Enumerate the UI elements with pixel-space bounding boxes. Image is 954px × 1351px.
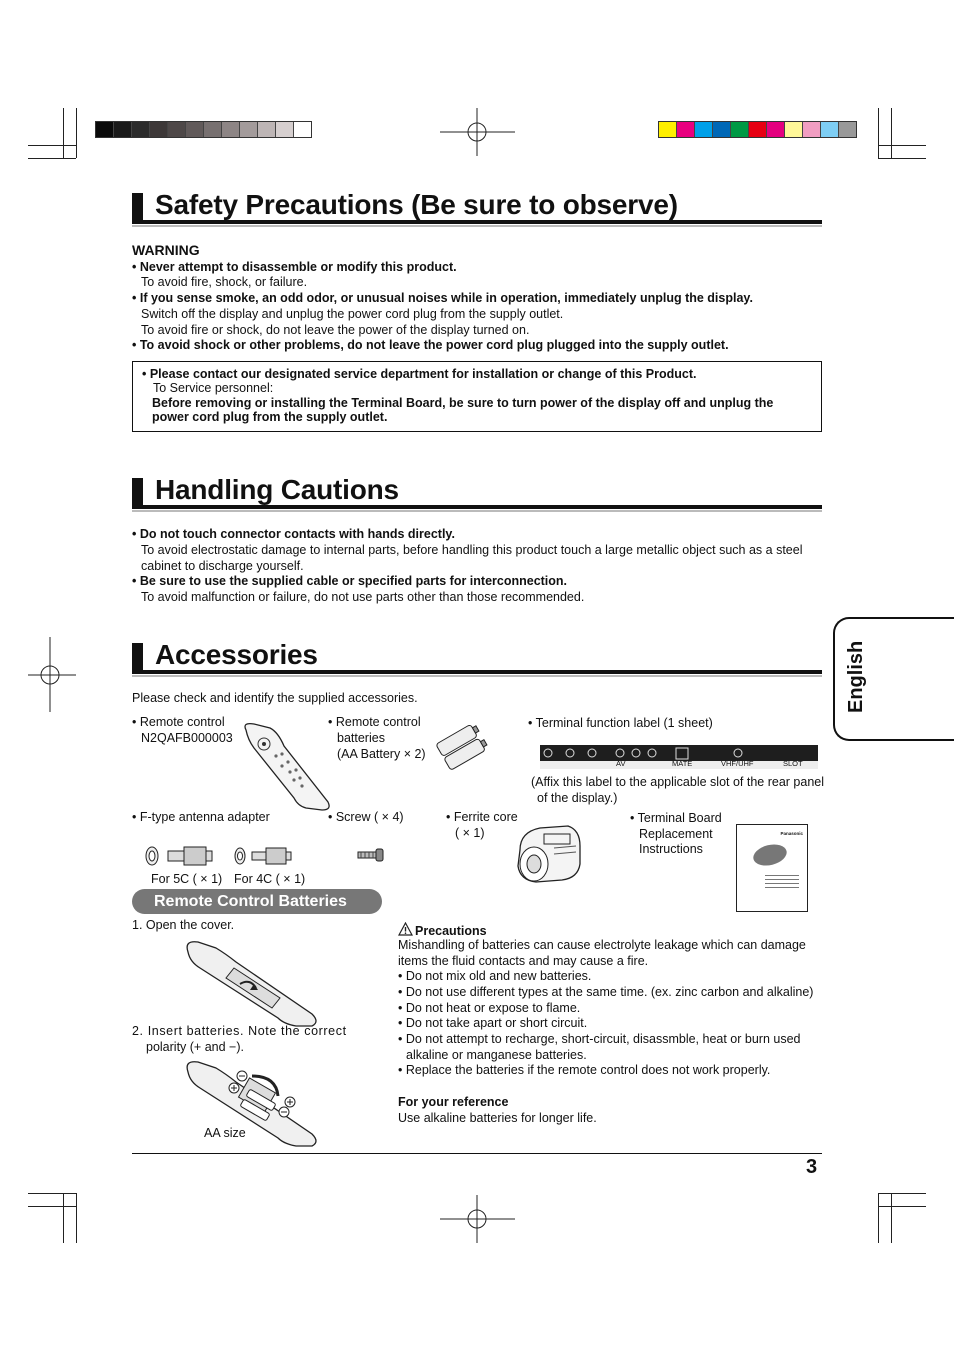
calibration-swatch	[767, 122, 785, 137]
warning-heading: WARNING	[132, 242, 200, 258]
ferrite-core-qty: ( × 1)	[455, 826, 485, 840]
batteries-label: • Remote control	[328, 715, 421, 729]
calibration-swatch	[96, 122, 114, 137]
label-strip-mate: MATE	[672, 759, 693, 768]
label-strip-vhf: VHF/UHF	[721, 759, 754, 768]
calibration-swatch	[677, 122, 695, 137]
antenna-adapter-5c-icon	[142, 842, 217, 870]
precaution-item: • Replace the batteries if the remote control does not work properly.	[398, 1063, 771, 1077]
remote-open-cover-icon	[180, 938, 322, 1030]
batteries-label: batteries	[337, 731, 385, 745]
antenna-adapter-4c-icon	[230, 842, 295, 870]
terminal-label-title: • Terminal function label (1 sheet)	[528, 716, 713, 730]
label-strip-slot: SLOT	[783, 759, 803, 768]
warning-item-3: • To avoid shock or other problems, do not leave the power cord plug plugged into the supply outlet.	[132, 338, 729, 352]
antenna-4c-caption: For 4C ( × 1)	[234, 872, 306, 886]
manual-label: • Terminal Board	[630, 811, 722, 825]
reference-text: Use alkaline batteries for longer life.	[398, 1111, 597, 1125]
manual-brand: Panasonic	[780, 831, 803, 836]
batteries-section-heading: Remote Control Batteries	[132, 889, 382, 914]
antenna-adapter-label: • F-type antenna adapter	[132, 810, 270, 824]
precaution-item: • Do not use different types at the same time. (ex. zinc carbon and alkaline)	[398, 985, 814, 999]
remote-label: • Remote control	[132, 715, 225, 729]
crosshair-icon	[440, 1195, 515, 1243]
precautions-intro: items the fluid contacts and may cause a fire.	[398, 954, 649, 968]
handling-item-2: • Be sure to use the supplied cable or specified parts for interconnection.	[132, 574, 568, 588]
terminal-label-note: (Affix this label to the applicable slot of the rear panel	[531, 775, 824, 789]
service-notice-line: • Please contact our designated service department for installation or change of this Product.	[142, 367, 697, 381]
label-strip-av: AV	[616, 759, 626, 768]
calibration-swatch	[168, 122, 186, 137]
section-title: Accessories	[155, 639, 318, 670]
precaution-item: • Do not heat or expose to flame.	[398, 1001, 581, 1015]
step-2: polarity (+ and −).	[146, 1040, 244, 1054]
reference-title: For your reference	[398, 1095, 509, 1109]
calibration-swatch	[749, 122, 767, 137]
calibration-swatch	[659, 122, 677, 137]
warning-item-2-text: Switch off the display and unplug the power cord plug from the supply outlet.	[141, 307, 564, 321]
gray-calibration-bar	[95, 121, 312, 138]
precaution-item: • Do not attempt to recharge, short-circuit, disassmble, heat or burn used	[398, 1032, 801, 1046]
handling-item-1: • Do not touch connector contacts with hands directly.	[132, 527, 455, 541]
aa-size-caption: AA size	[204, 1126, 246, 1140]
calibration-swatch	[839, 122, 856, 137]
antenna-5c-caption: For 5C ( × 1)	[151, 872, 223, 886]
warning-item-2-text: To avoid fire or shock, do not leave the power of the display turned on.	[141, 323, 530, 337]
color-calibration-bar	[658, 121, 857, 138]
terminal-label-note: of the display.)	[537, 791, 618, 805]
warning-triangle-icon	[398, 922, 413, 936]
calibration-swatch	[695, 122, 713, 137]
calibration-swatch	[114, 122, 132, 137]
accessories-intro: Please check and identify the supplied accessories.	[132, 691, 418, 705]
calibration-swatch	[204, 122, 222, 137]
step-1: 1. Open the cover.	[132, 918, 235, 932]
handling-item-1-text: cabinet to discharge yourself.	[141, 559, 304, 573]
language-tab	[833, 617, 954, 741]
remote-control-icon	[240, 720, 332, 812]
calibration-swatch	[294, 122, 311, 137]
step-2: 2. Insert batteries. Note the correct	[132, 1024, 347, 1038]
calibration-swatch	[276, 122, 294, 137]
warning-item-1-text: To avoid fire, shock, or failure.	[141, 275, 308, 289]
handling-item-2-text: To avoid malfunction or failure, do not use parts other than those recommended.	[141, 590, 585, 604]
calibration-swatch	[186, 122, 204, 137]
precautions-intro: Mishandling of batteries can cause electrolyte leakage which can damage	[398, 938, 806, 952]
calibration-swatch	[150, 122, 168, 137]
calibration-swatch	[222, 122, 240, 137]
crosshair-icon	[28, 637, 76, 712]
screw-label: • Screw ( × 4)	[328, 810, 404, 824]
warning-item-2: • If you sense smoke, an odd odor, or unusual noises while in operation, immediately unplug the display.	[132, 291, 753, 305]
precaution-item: • Do not take apart or short circuit.	[398, 1016, 588, 1030]
crosshair-icon	[440, 108, 515, 156]
batteries-label: (AA Battery × 2)	[337, 747, 426, 761]
footer-rule	[132, 1153, 822, 1154]
calibration-swatch	[785, 122, 803, 137]
remote-model: N2QAFB000003	[141, 731, 233, 745]
service-notice-box	[132, 361, 822, 432]
warning-item-1: • Never attempt to disassemble or modify this product.	[132, 260, 457, 274]
calibration-swatch	[713, 122, 731, 137]
service-notice-line: To Service personnel:	[153, 381, 274, 395]
service-notice-line: Before removing or installing the Terminal Board, be sure to turn power of the display off and unplug the	[152, 396, 774, 410]
calibration-swatch	[731, 122, 749, 137]
handling-item-1-text: To avoid electrostatic damage to internal parts, before handling this product touch a large metallic object such as a steel	[141, 543, 803, 557]
precaution-item: alkaline or manganese batteries.	[406, 1048, 587, 1062]
ferrite-core-label: • Ferrite core	[446, 810, 518, 824]
remote-insert-batteries-icon	[180, 1058, 322, 1150]
calibration-swatch	[240, 122, 258, 137]
calibration-swatch	[258, 122, 276, 137]
precaution-item: • Do not mix old and new batteries.	[398, 969, 592, 983]
manual-label: Replacement	[639, 827, 713, 841]
screw-icon	[356, 846, 386, 864]
ferrite-core-icon	[510, 820, 586, 886]
section-title: Handling Cautions	[155, 474, 399, 505]
aa-batteries-icon	[430, 718, 492, 774]
page-number: 3	[806, 1156, 818, 1178]
manual-label: Instructions	[639, 842, 703, 856]
manual-booklet-icon	[736, 824, 808, 912]
calibration-swatch	[821, 122, 839, 137]
terminal-label-strip	[540, 745, 818, 769]
page-title: Safety Precautions (Be sure to observe)	[155, 189, 678, 220]
service-notice-line: power cord plug from the supply outlet.	[152, 410, 388, 424]
language-tab-label: English	[845, 640, 867, 713]
calibration-swatch	[132, 122, 150, 137]
precautions-title: Precautions	[415, 924, 487, 938]
calibration-swatch	[803, 122, 821, 137]
